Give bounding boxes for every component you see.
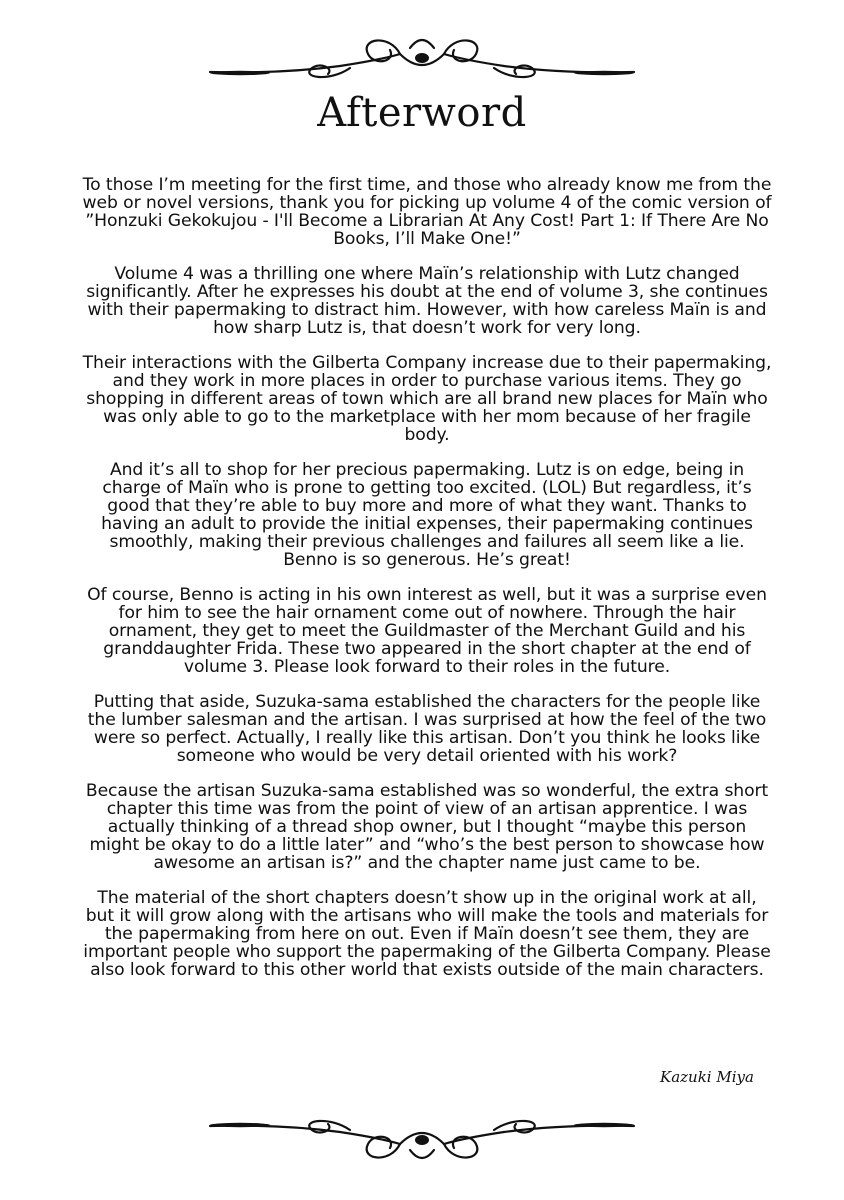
paragraph: To those I’m meeting for the first time, and those who already know me from the web or novel versions, thank you for picking up volume 4 of the comic version of ”Honzuki Gekokujou - I'll Become a Librarian At Any Cost! Part 1: If There Are No Books, I’ll Make One!” (82, 175, 772, 249)
page-title: Afterword (317, 90, 527, 136)
bottom-flourish-ornament (200, 1110, 644, 1170)
paragraph: Volume 4 was a thrilling one where Maïn’s relationship with Lutz changed significantly. After he expresses his doubt at the end of volume 3, she continues with their papermaking to distract him. However, with how careless Maïn is and how sharp Lutz is, that doesn’t work for very long. (86, 264, 768, 338)
paragraph: Their interactions with the Gilberta Company increase due to their papermaking, and they work in more places in order to purchase various items. They go shopping in different areas of town which are all brand new places for Maïn who was only able to go to the marketplace with her mom because of her fragile body. (82, 353, 772, 445)
paragraph: The material of the short chapters doesn’t show up in the original work at all, but it will grow along with the artisans who will make the tools and materials for the papermaking from here on out. Even if Maïn doesn’t see them, they are important people who support the papermaking of the Gilberta Company. Please also look forward to this other world that exists outside of the main characters. (83, 888, 771, 980)
afterword-body (82, 176, 772, 996)
paragraph: Putting that aside, Suzuka-sama established the characters for the people like the lumber salesman and the artisan. I was surprised at how the feel of the two were so perfect. Actually, I really like this artisan. Don’t you think he looks like someone who would be very detail oriented with his work? (87, 692, 767, 766)
author-signature: Kazuki Miya (660, 1068, 754, 1086)
top-flourish-ornament (200, 28, 644, 88)
paragraph: And it’s all to shop for her precious papermaking. Lutz is on edge, being in charge of Maïn who is prone to getting too excited. (LOL) But regardless, it’s good that they’re able to buy more and more of what they want. Thanks to having an adult to provide the initial expenses, their papermaking continues smoothly, making their previous challenges and failures all seem like a lie. Benno is so generous. He’s great! (101, 460, 753, 570)
paragraph: Of course, Benno is acting in his own interest as well, but it was a surprise even for him to see the hair ornament come out of nowhere. Through the hair ornament, they get to meet the Guildmaster of the Merchant Guild and his granddaughter Frida. These two appeared in the short chapter at the end of volume 3. Please look forward to their roles in the future. (87, 585, 767, 677)
paragraph: Because the artisan Suzuka-sama established was so wonderful, the extra short chapter this time was from the point of view of an artisan apprentice. I was actually thinking of a thread shop owner, but I thought “maybe this person might be okay to do a little later” and “who’s the best person to showcase how awesome an artisan is?” and the chapter name just came to be. (85, 781, 769, 873)
